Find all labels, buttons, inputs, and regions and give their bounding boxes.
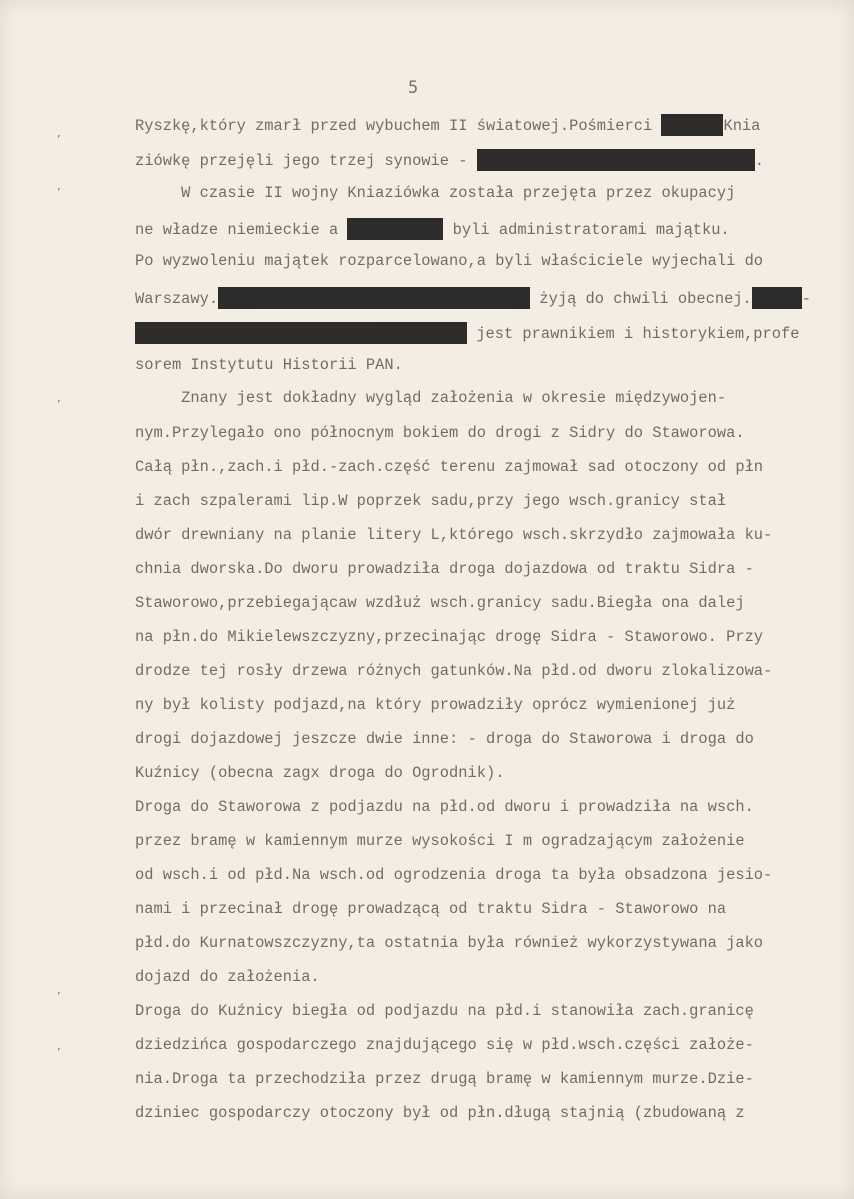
text-segment: - [801, 290, 812, 308]
text-line [135, 149, 764, 171]
text-segment: żyją do chwili obecnej. [530, 290, 752, 308]
text-line [135, 114, 760, 136]
text-segment: nia.Droga ta przechodziła przez drugą bramę w kamiennym murze.Dzie- [135, 1070, 754, 1088]
text-line [135, 628, 763, 646]
text-line [135, 730, 754, 748]
text-segment: Knia [723, 117, 761, 135]
text-line [135, 968, 320, 986]
text-line [135, 287, 811, 309]
text-line [135, 1036, 754, 1054]
text-segment: dojazd do założenia. [135, 968, 320, 986]
text-segment: nami i przecinał drogę prowadzącą od traktu Sidra - Staworowo na [135, 900, 727, 918]
text-line [135, 662, 772, 680]
text-segment: byli administratorami majątku. [443, 221, 730, 239]
text-segment: i zach szpalerami lip.W poprzek sadu,przy jego wsch.granicy stał [135, 492, 727, 510]
text-line [135, 458, 763, 476]
text-line [135, 560, 754, 578]
text-segment: ziówkę przejęli jego trzej synowie - [135, 152, 477, 170]
text-segment: Warszawy. [135, 290, 219, 308]
text-line [135, 424, 745, 442]
redaction-block [135, 322, 467, 344]
text-segment: ny był kolisty podjazd,na który prowadziły oprócz wymienionej już [135, 696, 736, 714]
text-line [135, 184, 735, 202]
redaction-block [477, 149, 755, 171]
text-line [135, 492, 726, 510]
redaction-block [218, 287, 530, 309]
text-line [135, 798, 754, 816]
text-line [135, 832, 745, 850]
text-segment: Całą płn.,zach.i płd.-zach.część terenu zajmował sad otoczony od płn [135, 458, 764, 476]
text-line [135, 526, 772, 544]
text-segment: ne władze niemieckie a [135, 221, 348, 239]
text-line [135, 356, 403, 374]
margin-mark: ʼ [57, 1046, 61, 1059]
text-segment: nym.Przylegało ono północnym bokiem do drogi z Sidry do Staworowa. [135, 424, 745, 442]
text-line [135, 934, 763, 952]
margin-mark: ʼ [57, 133, 61, 146]
text-segment: od wsch.i od płd.Na wsch.od ogrodzenia droga ta była obsadzona jesio- [135, 866, 773, 884]
text-segment: . [754, 152, 764, 170]
margin-mark: ʼ [57, 186, 61, 199]
text-segment: Znany jest dokładny wygląd założenia w okresie międzywojen- [135, 389, 727, 407]
redaction-block [752, 287, 802, 309]
text-segment: Droga do Staworowa z podjazdu na płd.od dworu i prowadziła na wsch. [135, 798, 754, 816]
text-segment: płd.do Kurnatowszczyzny,ta ostatnia była również wykorzystywana jako [135, 934, 764, 952]
text-segment: jest prawnikiem i historykiem,profe [467, 325, 800, 343]
text-segment: Droga do Kuźnicy biegła od podjazdu na płd.i stanowiła zach.granicę [135, 1002, 754, 1020]
text-segment: dwór drewniany na planie litery L,którego wsch.skrzydło zajmowała ku- [135, 526, 773, 544]
text-line [135, 764, 504, 782]
page-number: 5 [408, 78, 419, 98]
margin-mark: ʼ [57, 990, 61, 1003]
text-line [135, 1070, 754, 1088]
text-line [135, 389, 726, 407]
text-line [135, 1002, 754, 1020]
text-segment: drogi dojazdowej jeszcze dwie inne: - droga do Staworowa i droga do [135, 730, 754, 748]
text-segment: Ryszkę,który zmarł przed wybuchem II światowej.Pośmierci [135, 117, 662, 135]
text-segment: sorem Instytutu Historii PAN. [135, 356, 403, 374]
text-segment: Po wyzwoleniu majątek rozparcelowano,a byli właściciele wyjechali do [135, 252, 764, 270]
text-segment: Kuźnicy (obecna zagx droga do Ogrodnik). [135, 764, 505, 782]
margin-mark: ʼ [57, 398, 61, 411]
text-segment: Staworowo,przebiegającaw wzdłuż wsch.granicy sadu.Biegła ona dalej [135, 594, 745, 612]
redaction-block [661, 114, 723, 136]
text-line [135, 866, 772, 884]
text-line [135, 252, 763, 270]
text-segment: dziniec gospodarczy otoczony był od płn.długą stajnią (zbudowaną z [135, 1104, 745, 1122]
text-line [135, 322, 800, 344]
text-segment: drodze tej rosły drzewa różnych gatunków.Na płd.od dworu zlokalizowa- [135, 662, 773, 680]
text-segment: na płn.do Mikielewszczyzny,przecinając drogę Sidra - Staworowo. Przy [135, 628, 764, 646]
text-line [135, 218, 730, 240]
text-line [135, 900, 726, 918]
text-line [135, 696, 735, 714]
text-segment: przez bramę w kamiennym murze wysokości I m ogradzającym założenie [135, 832, 745, 850]
text-segment: W czasie II wojny Kniaziówka została przejęta przez okupacyj [135, 184, 736, 202]
redaction-block [347, 218, 443, 240]
text-segment: chnia dworska.Do dworu prowadziła droga dojazdowa od traktu Sidra - [135, 560, 754, 578]
text-line [135, 594, 745, 612]
text-line [135, 1104, 745, 1122]
text-segment: dziedzińca gospodarczego znajdującego się w płd.wsch.części założe- [135, 1036, 754, 1054]
